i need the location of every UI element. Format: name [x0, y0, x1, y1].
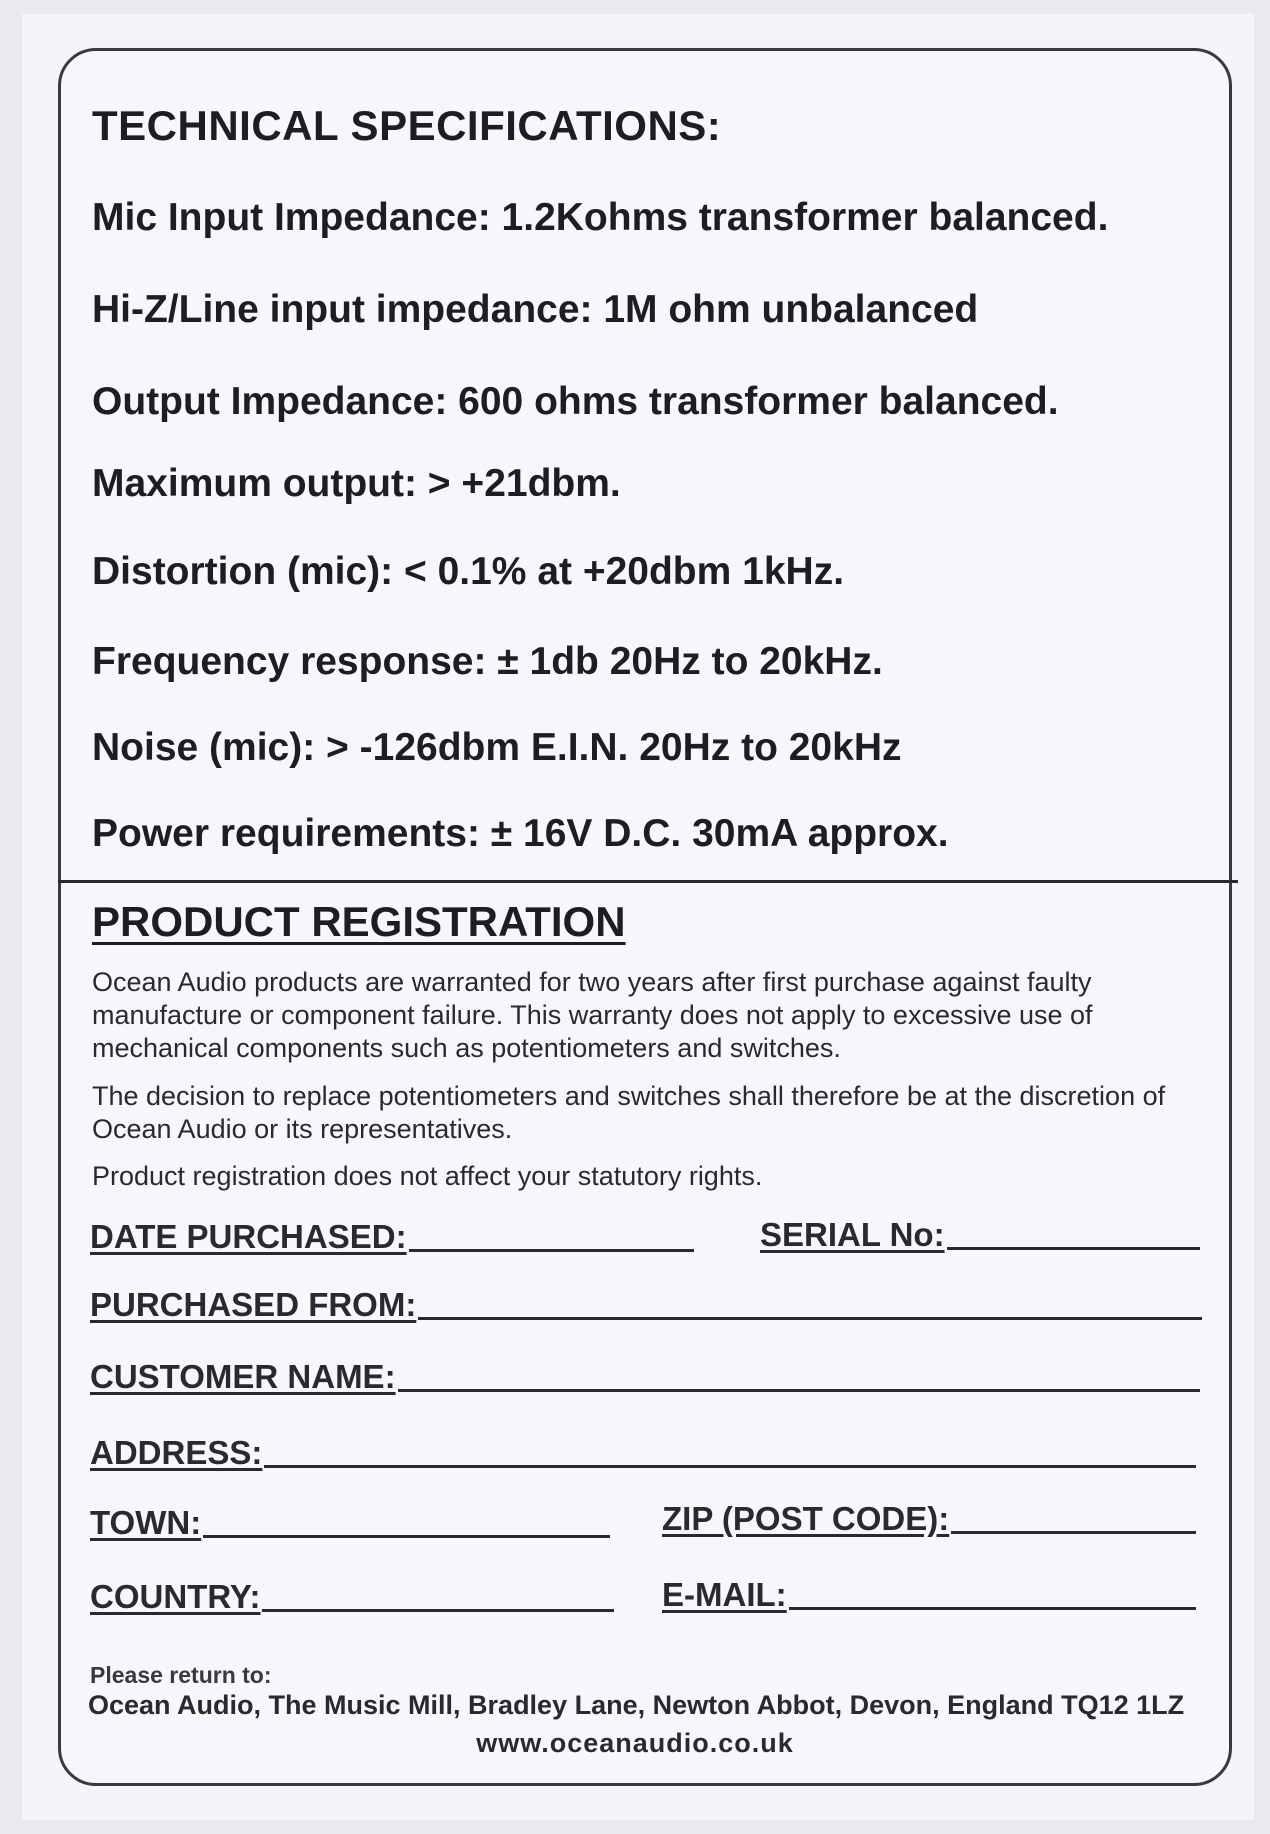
email-label: E-MAIL: — [662, 1576, 787, 1613]
spec-frequency-response: Frequency response: ± 1db 20Hz to 20kHz. — [92, 640, 883, 683]
serial-no-label: SERIAL No: — [760, 1216, 945, 1253]
spec-output-impedance: Output Impedance: 600 ohms transformer balanced. — [92, 380, 1059, 423]
customer-name-field[interactable] — [90, 1358, 1200, 1396]
spec-power-requirements: Power requirements: ± 16V D.C. 30mA approx. — [92, 812, 949, 855]
spec-line-input-impedance: Hi-Z/Line input impedance: 1M ohm unbalanced — [92, 288, 979, 331]
email-field[interactable] — [662, 1576, 1196, 1614]
return-label: Please return to: — [90, 1662, 272, 1688]
town-field[interactable] — [90, 1504, 610, 1542]
discretion-paragraph: The decision to replace potentiometers and switches shall therefore be at the discretion of Ocean Audio or its representatives. — [92, 1081, 1166, 1144]
date-purchased-field[interactable] — [90, 1218, 694, 1256]
date-purchased-label: DATE PURCHASED: — [90, 1218, 407, 1255]
country-line[interactable] — [262, 1609, 614, 1612]
registration-title: PRODUCT REGISTRATION — [92, 898, 626, 945]
purchased-from-line[interactable] — [418, 1317, 1202, 1320]
purchased-from-label: PURCHASED FROM: — [90, 1286, 417, 1323]
country-field[interactable] — [90, 1578, 614, 1616]
address-line[interactable] — [264, 1465, 1196, 1468]
spec-distortion: Distortion (mic): < 0.1% at +20dbm 1kHz. — [92, 550, 845, 593]
address-label: ADDRESS: — [90, 1434, 263, 1471]
warranty-paragraph: Ocean Audio products are warranted for two years after first purchase against faulty manufacture or component failure. This warranty does not apply to excessive use of mechanical components such as potentiometers and switches. — [92, 967, 1093, 1063]
address-field[interactable] — [90, 1434, 1196, 1472]
zip-line[interactable] — [951, 1531, 1196, 1534]
email-line[interactable] — [789, 1607, 1196, 1610]
spec-mic-input-impedance: Mic Input Impedance: 1.2Kohms transformer balanced. — [92, 196, 1109, 239]
zip-field[interactable] — [662, 1500, 1196, 1538]
customer-name-label: CUSTOMER NAME: — [90, 1358, 396, 1395]
website-url: www.oceanaudio.co.uk — [476, 1728, 794, 1758]
country-label: COUNTRY: — [90, 1578, 261, 1615]
customer-name-line[interactable] — [398, 1389, 1200, 1392]
section-divider — [58, 880, 1238, 883]
specs-title: TECHNICAL SPECIFICATIONS: — [92, 102, 722, 149]
date-purchased-line[interactable] — [409, 1249, 694, 1252]
town-line[interactable] — [203, 1535, 610, 1538]
spec-maximum-output: Maximum output: > +21dbm. — [92, 462, 621, 505]
statutory-paragraph: Product registration does not affect your statutory rights. — [92, 1161, 763, 1191]
return-address: Ocean Audio, The Music Mill, Bradley Lane, Newton Abbot, Devon, England TQ12 1LZ — [88, 1690, 1185, 1720]
zip-label: ZIP (POST CODE): — [662, 1500, 950, 1537]
purchased-from-field[interactable] — [90, 1286, 1202, 1324]
spec-noise: Noise (mic): > -126dbm E.I.N. 20Hz to 20kHz — [92, 726, 902, 769]
town-label: TOWN: — [90, 1504, 202, 1541]
serial-no-line[interactable] — [947, 1247, 1200, 1250]
serial-no-field[interactable] — [760, 1216, 1200, 1254]
